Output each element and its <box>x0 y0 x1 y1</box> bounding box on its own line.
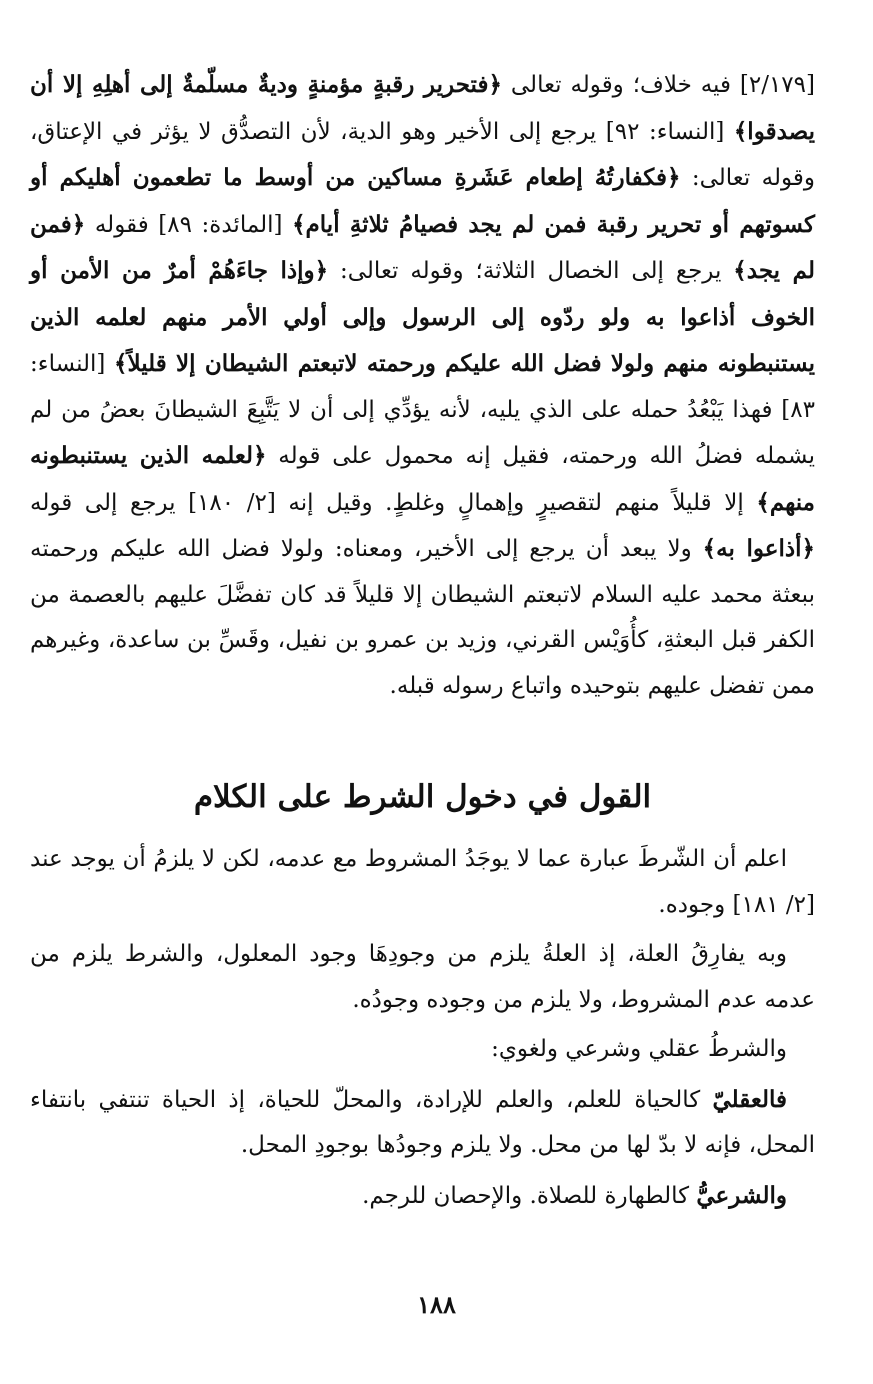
page-number: ١٨٨ <box>417 1290 456 1319</box>
text-run: ولا يبعد أن يرجع إلى الأخير، ومعناه: ولولا فضل الله عليكم ورحمته ببعثة محمد عليه السلام لاتبعتم الشيطان إلا قليلاً قد كان تفضَّلَ عليهم بالعصمة من الكفر قبل البعثةِ، كأُوَيْس القرني، وزيد بن عمرو بن نفيل، وقَسِّ بن ساعدة، وغيرهم ممن تفضل عليهم بتوحيده واتباع رسوله قبله. <box>30 536 815 699</box>
term-lead: والشرعيُّ <box>696 1181 787 1209</box>
text-run: إلا قليلاً منهم لتقصيرٍ وإهمالٍ وغلطٍ. وقيل إنه <box>275 489 757 516</box>
text-run: يرجع إلى قوله <box>30 489 189 516</box>
term-lead: فالعقليّ <box>712 1085 787 1113</box>
paragraph-5 <box>30 1077 815 1169</box>
paragraph-1 <box>30 62 815 709</box>
page-body <box>30 62 815 1219</box>
section-heading: القول في دخول الشرط على الكلام <box>193 779 652 815</box>
text-run: يرجع إلى الخصال الثلاثة؛ وقوله تعالى: <box>328 258 734 284</box>
quran-quote: ﴿لعلمه الذين يستنبطونه منهم﴾ <box>30 442 815 516</box>
quran-quote: ﴿فتحرير رقبةٍ مؤمنةٍ وديةٌ مسلّمةٌ إلى أهلِهِ إلا أن يصدقوا﴾ <box>30 71 815 145</box>
text-run: فيه خلاف؛ وقوله تعالى <box>501 72 731 98</box>
quran-quote: ﴿أذاعوا به﴾ <box>702 535 815 562</box>
text-run: [النساء: ٨٣] فهذا يَبْعُدُ حمله على الذي يليه، لأنه يؤدِّي إلى أن لا يَتَّبِعَ الشيطانَ بعضُ من لم يشمله فضلُ الله ورحمته، فقيل إنه محمول على قوله <box>30 351 815 469</box>
quran-quote: ﴿فمن لم يجد﴾ <box>30 210 815 284</box>
page-reference: [٢/١٧٩] <box>730 72 815 98</box>
page-reference: [٢/ ١٨٠] <box>188 489 276 516</box>
text-run: [المائدة: ٨٩] فقوله <box>85 211 293 238</box>
paragraph-4: والشرطُ عقلي وشرعي ولغوي: <box>491 1036 787 1062</box>
quran-quote: ﴿فكفارتُهُ إطعام عَشَرةِ مساكين من أوسط ما تطعمون أهليكم أو كسوتهم أو تحرير رقبة فمن لم يجد فصيامُ ثلاثةِ أيام﴾ <box>30 164 815 238</box>
paragraph-6 <box>30 1173 815 1220</box>
quran-quote: ﴿وإذا جاءَهُمْ أمرٌ من الأمن أو الخوف أذاعوا به ولو ردّوه إلى الرسول وإلى أولي الأمر منهم لعلمه الذين يستنبطونه منهم ولولا فضل الله عليكم ورحمته لاتبعتم الشيطان إلا قليلاً﴾ <box>30 257 816 377</box>
text-run: كالطهارة للصلاة. والإحصان للرجم. <box>362 1182 697 1209</box>
paragraph-2: اعلم أن الشّرطَ عبارة عما لا يوجَدُ المشروط مع عدمه، لكن لا يلزمُ أن يوجد عند [٢/ ١٨١] وجوده. <box>30 846 815 918</box>
paragraph-3: وبه يفارِقُ العلة، إذ العلةُ يلزم من وجودِهَا وجود المعلول، والشرط يلزم من عدمه عدم المشروط، ولا يلزم من وجوده وجودُه. <box>30 941 815 1013</box>
text-run: كالحياة للعلم، والعلم للإرادة، والمحلّ للحياة، إذ الحياة تنتفي بانتفاء المحل، فإنه لا بدّ لها من محل. ولا يلزم وجودُها بوجودِ المحل. <box>30 1086 815 1158</box>
text-run: [النساء: ٩٢] يرجع إلى الأخير وهو الدية، لأن التصدُّق لا يؤثر في الإعتاق، وقوله تعالى: <box>30 118 815 191</box>
